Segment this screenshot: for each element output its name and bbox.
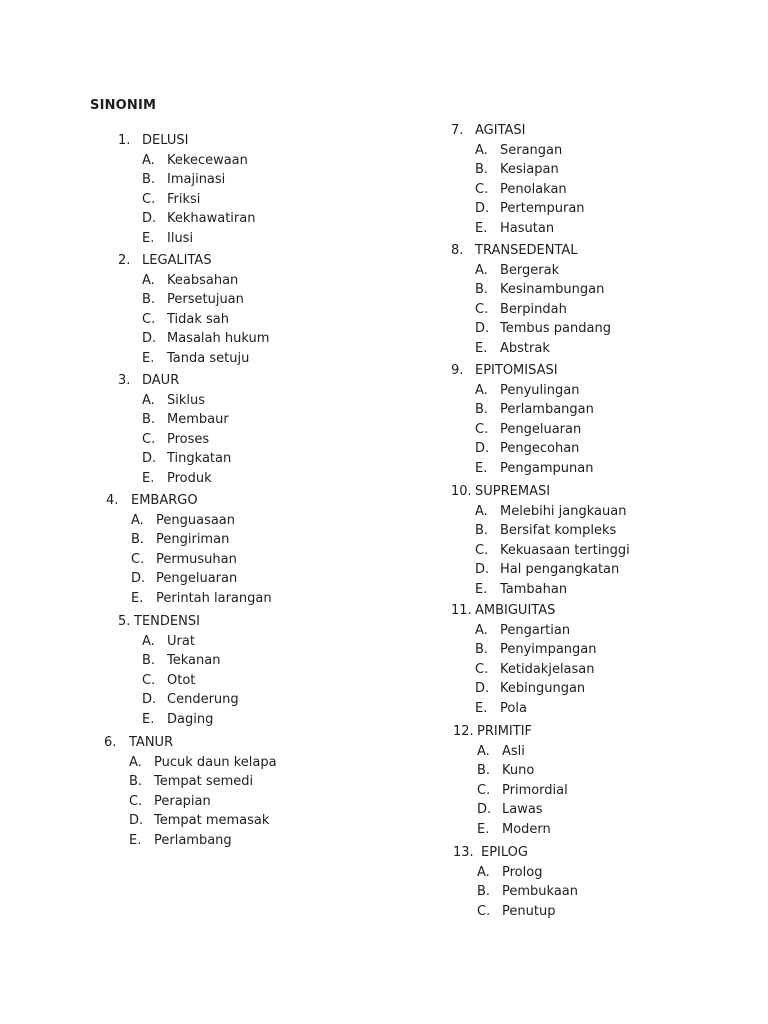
answer-option <box>106 589 272 609</box>
answer-option <box>118 229 255 249</box>
question-heading <box>453 843 578 863</box>
option-text: Bergerak <box>500 262 560 278</box>
option-text: Prolog <box>502 864 543 880</box>
question-word: PRIMITIF <box>477 724 533 739</box>
option-letter: B. <box>475 523 489 539</box>
option-letter: D. <box>142 451 157 467</box>
answer-option <box>118 671 239 691</box>
answer-option <box>118 449 231 469</box>
option-letter: B. <box>129 774 143 790</box>
answer-option <box>104 792 277 812</box>
question-word: EPILOG <box>481 845 528 860</box>
option-letter: E. <box>131 590 144 606</box>
answer-option <box>118 651 239 671</box>
option-text: Cenderung <box>167 692 239 708</box>
answer-option <box>451 261 611 281</box>
option-text: Tekanan <box>167 653 221 669</box>
answer-option <box>451 502 630 522</box>
option-letter: C. <box>475 661 489 677</box>
answer-option <box>118 329 269 349</box>
option-letter: A. <box>475 622 488 638</box>
option-letter: C. <box>477 782 491 798</box>
option-text: Primordial <box>502 782 568 798</box>
answer-option <box>118 310 269 330</box>
option-letter: D. <box>142 211 157 227</box>
option-letter: C. <box>477 903 491 919</box>
answer-option <box>104 831 277 851</box>
answer-option <box>118 349 269 369</box>
option-text: Friksi <box>167 191 201 207</box>
question-number: 7. <box>451 123 464 138</box>
option-text: Permusuhan <box>156 551 237 567</box>
answer-option <box>451 521 630 541</box>
option-letter: D. <box>477 802 492 818</box>
option-text: Pengampunan <box>500 460 594 476</box>
question-heading <box>453 722 568 742</box>
question-word: SUPREMASI <box>475 484 551 499</box>
answer-option <box>453 742 568 762</box>
option-letter: D. <box>129 813 144 829</box>
option-text: Kesiapan <box>500 162 559 178</box>
answer-option <box>451 180 585 200</box>
question-word: AMBIGUITAS <box>475 603 556 618</box>
answer-option <box>451 459 594 479</box>
option-text: Imajinasi <box>167 172 226 188</box>
option-letter: B. <box>475 282 489 298</box>
question-item <box>453 843 578 921</box>
option-letter: B. <box>475 402 489 418</box>
option-text: Pengecohan <box>500 441 580 457</box>
question-item <box>451 482 630 600</box>
answer-option <box>451 640 597 660</box>
option-letter: A. <box>475 382 488 398</box>
answer-option <box>453 882 578 902</box>
answer-option <box>104 811 277 831</box>
answer-option <box>453 761 568 781</box>
question-number: 5. <box>118 614 131 629</box>
question-word: EPITOMISASI <box>475 363 558 378</box>
answer-option <box>118 391 231 411</box>
answer-option <box>453 800 568 820</box>
answer-option <box>451 141 585 161</box>
question-number: 11. <box>451 603 472 618</box>
option-text: Tidak sah <box>167 311 230 327</box>
question-item <box>118 612 239 730</box>
option-letter: A. <box>142 272 155 288</box>
answer-option <box>453 781 568 801</box>
option-letter: E. <box>477 821 490 837</box>
question-number: 12. <box>453 724 474 739</box>
question-heading <box>451 121 585 141</box>
option-letter: E. <box>142 230 155 246</box>
option-letter: A. <box>142 152 155 168</box>
option-letter: E. <box>475 220 488 236</box>
option-text: Berpindah <box>500 301 567 317</box>
question-item <box>451 241 611 359</box>
option-text: Melebihi jangkauan <box>500 503 627 519</box>
option-letter: C. <box>142 311 156 327</box>
answer-option <box>106 530 272 550</box>
option-letter: E. <box>475 581 488 597</box>
option-text: Penyulingan <box>500 382 580 398</box>
option-letter: A. <box>475 142 488 158</box>
answer-option <box>118 209 255 229</box>
option-text: Ilusi <box>167 230 194 246</box>
option-text: Urat <box>167 633 195 649</box>
answer-option <box>104 753 277 773</box>
answer-option <box>118 469 231 489</box>
option-letter: D. <box>475 681 490 697</box>
option-text: Keabsahan <box>167 272 239 288</box>
answer-option <box>118 710 239 730</box>
option-letter: E. <box>142 470 155 486</box>
option-text: Lawas <box>502 802 543 818</box>
option-letter: D. <box>475 441 490 457</box>
option-letter: C. <box>475 421 489 437</box>
question-item <box>453 722 568 840</box>
option-letter: D. <box>131 571 146 587</box>
question-word: LEGALITAS <box>142 253 212 268</box>
answer-option <box>451 699 597 719</box>
option-letter: A. <box>477 864 490 880</box>
question-number: 3. <box>118 373 131 388</box>
answer-option <box>451 420 594 440</box>
option-text: Kuno <box>502 763 535 779</box>
option-letter: C. <box>475 181 489 197</box>
option-letter: C. <box>142 672 156 688</box>
option-letter: E. <box>475 460 488 476</box>
option-letter: B. <box>475 162 489 178</box>
question-heading <box>451 482 630 502</box>
option-text: Kekecewaan <box>167 152 248 168</box>
option-letter: E. <box>129 832 142 848</box>
option-text: Proses <box>167 431 210 447</box>
question-number: 1. <box>118 133 131 148</box>
option-text: Modern <box>502 821 551 837</box>
option-text: Tempat semedi <box>154 774 254 790</box>
question-heading <box>451 601 597 621</box>
option-text: Produk <box>167 470 212 486</box>
answer-option <box>451 400 594 420</box>
answer-option <box>451 319 611 339</box>
answer-option <box>451 580 630 600</box>
option-text: Tambahan <box>500 581 568 597</box>
option-text: Pengeluaran <box>156 571 238 587</box>
answer-option <box>451 621 597 641</box>
option-text: Pembukaan <box>502 884 579 900</box>
option-letter: A. <box>142 633 155 649</box>
answer-option <box>451 199 585 219</box>
option-letter: C. <box>129 793 143 809</box>
answer-option <box>451 660 597 680</box>
option-letter: D. <box>475 562 490 578</box>
answer-option <box>451 381 594 401</box>
question-heading <box>104 733 277 753</box>
option-letter: B. <box>477 884 491 900</box>
answer-option <box>453 820 568 840</box>
option-text: Asli <box>502 743 525 759</box>
option-text: Pengeluaran <box>500 421 582 437</box>
question-word: DELUSI <box>142 133 189 148</box>
question-number: 8. <box>451 243 464 258</box>
option-text: Pucuk daun kelapa <box>154 754 277 770</box>
option-text: Perlambang <box>154 832 232 848</box>
option-text: Pengartian <box>500 622 571 638</box>
question-number: 9. <box>451 363 464 378</box>
option-letter: E. <box>475 700 488 716</box>
option-letter: E. <box>142 350 155 366</box>
option-text: Membaur <box>167 412 229 428</box>
option-text: Perintah larangan <box>156 590 272 606</box>
option-text: Daging <box>167 711 214 727</box>
option-letter: D. <box>475 321 490 337</box>
answer-option <box>106 511 272 531</box>
question-item <box>118 251 269 369</box>
answer-option <box>118 690 239 710</box>
option-letter: B. <box>142 172 156 188</box>
option-text: Kekuasaan tertinggi <box>500 542 630 558</box>
option-letter: C. <box>142 191 156 207</box>
answer-option <box>451 280 611 300</box>
answer-option <box>451 439 594 459</box>
answer-option <box>451 219 585 239</box>
answer-option <box>118 290 269 310</box>
option-text: Penguasaan <box>156 512 236 528</box>
question-number: 4. <box>106 493 119 508</box>
option-text: Abstrak <box>500 340 550 356</box>
option-text: Pengiriman <box>156 532 230 548</box>
option-text: Otot <box>167 672 196 688</box>
question-item <box>118 371 231 489</box>
question-item <box>451 601 597 719</box>
answer-option <box>118 271 269 291</box>
option-letter: A. <box>475 503 488 519</box>
question-heading <box>118 131 255 151</box>
answer-option <box>451 300 611 320</box>
answer-option <box>118 190 255 210</box>
question-number: 6. <box>104 735 117 750</box>
option-text: Serangan <box>500 142 563 158</box>
option-letter: C. <box>475 301 489 317</box>
option-letter: D. <box>142 692 157 708</box>
question-number: 2. <box>118 253 131 268</box>
option-text: Perapian <box>154 793 211 809</box>
option-text: Siklus <box>167 392 206 408</box>
option-letter: B. <box>142 653 156 669</box>
question-word: TANUR <box>129 735 174 750</box>
option-letter: A. <box>477 743 490 759</box>
question-number: 13. <box>453 845 474 860</box>
option-text: Hal pengangkatan <box>500 562 620 578</box>
answer-option <box>118 632 239 652</box>
question-word: TRANSEDENTAL <box>475 243 578 258</box>
option-letter: B. <box>131 532 145 548</box>
answer-option <box>451 339 611 359</box>
option-letter: E. <box>475 340 488 356</box>
option-text: Pertempuran <box>500 201 585 217</box>
question-word: TENDENSI <box>134 614 200 629</box>
answer-option <box>118 410 231 430</box>
question-item <box>451 361 594 479</box>
option-letter: A. <box>129 754 142 770</box>
option-letter: B. <box>142 292 156 308</box>
option-text: Kebingungan <box>500 681 586 697</box>
question-heading <box>451 361 594 381</box>
answer-option <box>106 569 272 589</box>
question-heading <box>451 241 611 261</box>
option-letter: A. <box>131 512 144 528</box>
answer-option <box>453 863 578 883</box>
question-heading <box>118 371 231 391</box>
question-item <box>104 733 277 851</box>
option-text: Tembus pandang <box>500 321 611 337</box>
option-letter: B. <box>142 412 156 428</box>
option-text: Penyimpangan <box>500 642 597 658</box>
option-text: Tingkatan <box>167 451 232 467</box>
answer-option <box>451 679 597 699</box>
answer-option <box>118 170 255 190</box>
question-word: DAUR <box>142 373 180 388</box>
question-heading <box>106 491 272 511</box>
option-letter: C. <box>131 551 145 567</box>
question-word: AGITASI <box>475 123 526 138</box>
answer-option <box>451 560 630 580</box>
answer-option <box>453 902 578 922</box>
question-number: 10. <box>451 484 472 499</box>
answer-option <box>104 772 277 792</box>
question-item <box>118 131 255 249</box>
option-text: Masalah hukum <box>167 331 270 347</box>
option-text: Persetujuan <box>167 292 244 308</box>
option-letter: C. <box>142 431 156 447</box>
question-word: EMBARGO <box>131 493 198 508</box>
option-letter: C. <box>475 542 489 558</box>
option-text: Hasutan <box>500 220 555 236</box>
document-title: SINONIM <box>90 98 157 113</box>
option-text: Ketidakjelasan <box>500 661 595 677</box>
option-text: Pola <box>500 700 527 716</box>
option-text: Penutup <box>502 903 556 919</box>
option-text: Bersifat kompleks <box>500 523 617 539</box>
option-text: Kesinambungan <box>500 282 605 298</box>
option-letter: B. <box>475 642 489 658</box>
question-heading <box>118 612 239 632</box>
answer-option <box>118 430 231 450</box>
question-item <box>451 121 585 239</box>
option-text: Penolakan <box>500 181 567 197</box>
answer-option <box>451 160 585 180</box>
question-item <box>106 491 272 609</box>
option-letter: A. <box>142 392 155 408</box>
option-text: Perlambangan <box>500 402 594 418</box>
answer-option <box>451 541 630 561</box>
option-letter: A. <box>475 262 488 278</box>
answer-option <box>106 550 272 570</box>
option-letter: D. <box>142 331 157 347</box>
option-text: Tanda setuju <box>167 350 250 366</box>
answer-option <box>118 151 255 171</box>
option-letter: B. <box>477 763 491 779</box>
option-letter: E. <box>142 711 155 727</box>
option-letter: D. <box>475 201 490 217</box>
option-text: Kekhawatiran <box>167 211 256 227</box>
option-text: Tempat memasak <box>154 813 270 829</box>
question-heading <box>118 251 269 271</box>
